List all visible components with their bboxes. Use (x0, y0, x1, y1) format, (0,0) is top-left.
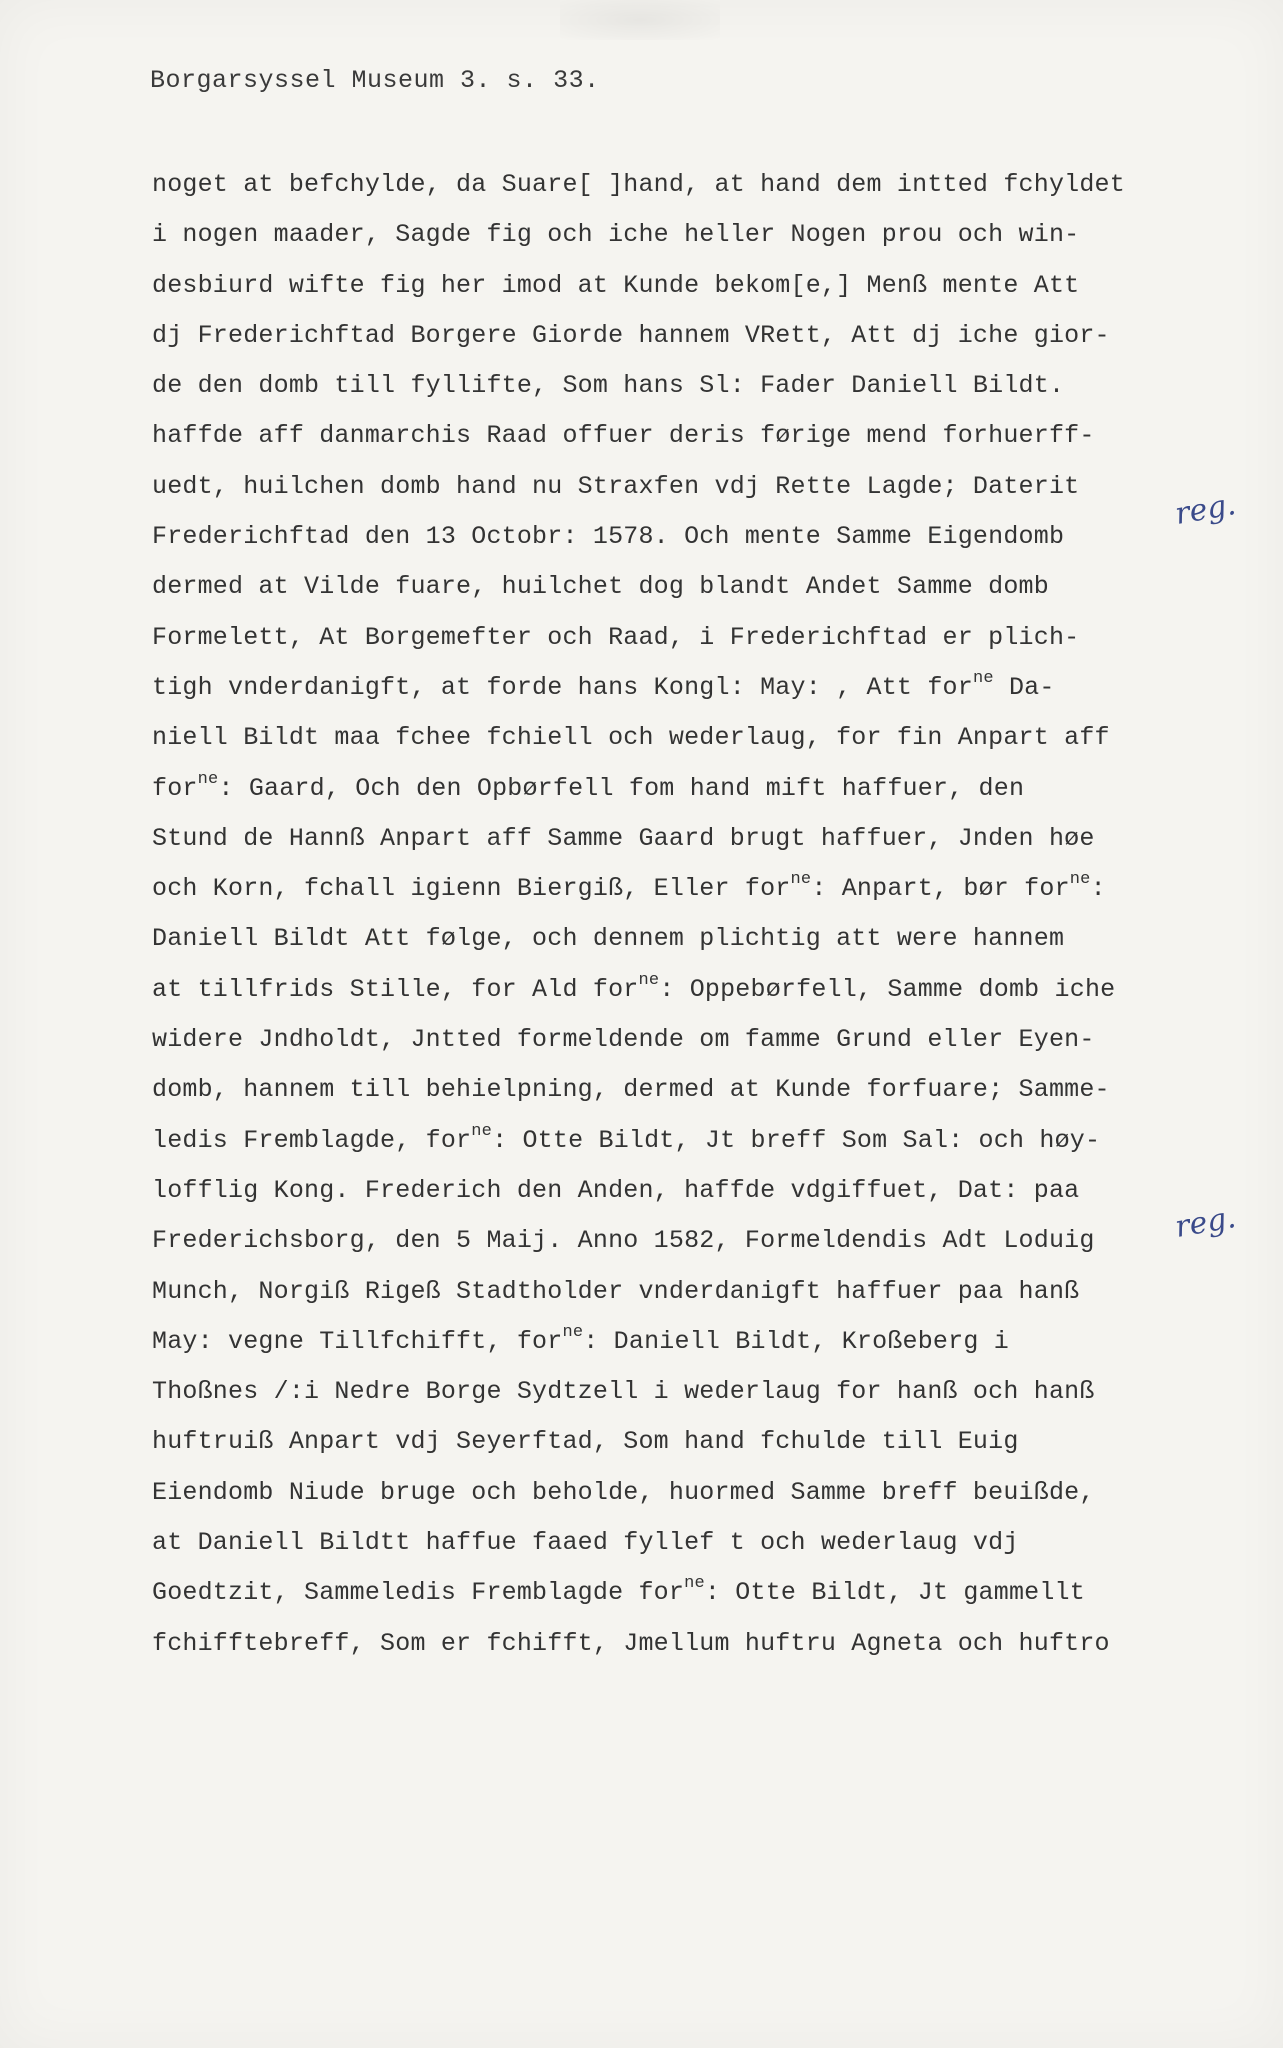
line-segment: at Daniell Bildtt haffue faaed fyllef t och wederlaug vdj (152, 1528, 1019, 1558)
margin-note-reg-1: reg. (1172, 486, 1239, 533)
text-line (152, 1468, 1152, 1518)
text-line (152, 1317, 1152, 1367)
superscript-abbrev: ne (1069, 870, 1091, 890)
line-segment: : Otte Bildt, Jt gammellt (704, 1578, 1085, 1608)
line-segment: i nogen maader, Sagde fig och iche heller Nogen prou och win- (152, 220, 1080, 250)
line-segment: May: vegne Tillfchifft, for (152, 1326, 563, 1356)
text-line (152, 1116, 1152, 1166)
text-line (152, 1568, 1152, 1618)
text-line (152, 663, 1152, 713)
text-line (152, 411, 1152, 461)
text-line (152, 713, 1152, 763)
line-segment: noget at befchylde, da Suare[ ]hand, at hand dem intted fchyldet (152, 170, 1125, 199)
line-segment: Frederichftad den 13 Octobr: 1578. Och mente Samme Eigendomb (152, 522, 1065, 552)
text-line (152, 1367, 1152, 1417)
text-line (152, 613, 1152, 663)
line-segment: Frederichsborg, den 5 Maij. Anno 1582, Formeldendis Adt Loduig (152, 1226, 1095, 1256)
line-segment: de den domb till fyllifte, Som hans Sl: Fader Daniell Bildt. (152, 371, 1065, 401)
text-line (152, 512, 1152, 562)
line-segment: : (1090, 874, 1106, 904)
line-segment: fchifftebreff, Som er fchifft, Jmellum huftru Agneta och huftro (152, 1628, 1110, 1658)
line-segment: Stund de Hannß Anpart aff Samme Gaard brugt haffuer, Jnden høe (152, 823, 1095, 853)
text-line (152, 1216, 1152, 1266)
line-segment: Da- (993, 672, 1055, 702)
line-segment: : Gaard, Och den Opbørfell fom hand mift haffuer, den (218, 773, 1025, 803)
text-line (152, 462, 1152, 512)
text-line (152, 1015, 1152, 1065)
transcription-body (152, 160, 1152, 1669)
line-segment: Thoßnes /:i Nedre Borge Sydtzell i wederlaug for hanß och hanß (152, 1377, 1095, 1407)
line-segment: och Korn, fchall igienn Biergiß, Eller for (152, 874, 791, 904)
line-segment: uedt, huilchen domb hand nu Straxfen vdj Rette Lagde; Daterit (152, 471, 1080, 501)
line-segment: Eiendomb Niude bruge och beholde, huormed Samme breff beuißde, (152, 1477, 1095, 1507)
text-line (152, 361, 1152, 411)
text-line (152, 764, 1152, 814)
text-line (152, 864, 1152, 914)
line-segment: dermed at Vilde fuare, huilchet dog blandt Andet Samme domb (152, 572, 1049, 602)
text-line (152, 1619, 1152, 1669)
text-line (152, 1417, 1152, 1467)
line-segment: Munch, Norgiß Rigeß Stadtholder vnderdanigft haffuer paa hanß (152, 1276, 1080, 1306)
line-segment: domb, hannem till behielpning, dermed at Kunde forfuare; Samme- (152, 1075, 1110, 1105)
text-line (152, 1267, 1152, 1317)
line-segment: widere Jndholdt, Jntted formeldende om famme Grund eller Eyen- (152, 1025, 1095, 1055)
line-segment: : Oppebørfell, Samme domb iche (659, 974, 1116, 1004)
superscript-abbrev: ne (562, 1322, 584, 1342)
line-segment: Daniell Bildt Att følge, och dennem plichtig att were hannem (152, 924, 1065, 954)
text-line (152, 1166, 1152, 1216)
text-line (152, 814, 1152, 864)
text-line (152, 1518, 1152, 1568)
line-segment: huftruiß Anpart vdj Seyerftad, Som hand fchulde till Euig (152, 1427, 1019, 1457)
paper-smudge (560, 0, 720, 40)
line-segment: : Otte Bildt, Jt breff Som Sal: och høy- (492, 1125, 1101, 1155)
archive-reference-header: Borgarsyssel Museum 3. s. 33. (150, 66, 600, 95)
line-segment: desbiurd wifte fig her imod at Kunde bekom[e,] Menß mente Att (152, 270, 1080, 300)
text-line (152, 210, 1152, 260)
superscript-abbrev: ne (638, 970, 660, 990)
line-segment: dj Frederichftad Borgere Giorde hannem VRett, Att dj iche gior- (152, 320, 1110, 350)
superscript-abbrev: ne (790, 870, 812, 890)
text-line (152, 160, 1152, 210)
line-segment: haffde aff danmarchis Raad offuer deris førige mend forhuerff- (152, 421, 1095, 451)
text-line (152, 261, 1152, 311)
text-line (152, 965, 1152, 1015)
line-segment: tigh vnderdanigft, at forde hans Kongl: May: , Att for (152, 672, 973, 702)
line-segment: for (152, 773, 198, 803)
line-segment: : Anpart, bør for (811, 874, 1070, 904)
text-line (152, 311, 1152, 361)
line-segment: at tillfrids Stille, for Ald for (152, 974, 639, 1004)
superscript-abbrev: ne (684, 1574, 705, 1594)
margin-note-reg-2: reg. (1172, 1199, 1239, 1246)
line-segment: Goedtzit, Sammeledis Fremblagde for (152, 1578, 685, 1608)
text-line (152, 1065, 1152, 1115)
superscript-abbrev: ne (197, 769, 219, 789)
line-segment: lofflig Kong. Frederich den Anden, haffde vdgiffuet, Dat: paa (152, 1175, 1080, 1205)
line-segment: Formelett, At Borgemefter och Raad, i Frederichftad er plich- (152, 622, 1080, 652)
superscript-abbrev: ne (972, 668, 994, 688)
line-segment: : Daniell Bildt, Kroßeberg i (583, 1326, 1009, 1356)
superscript-abbrev: ne (471, 1121, 493, 1141)
line-segment: niell Bildt maa fchee fchiell och wederlaug, for fin Anpart aff (152, 723, 1110, 753)
text-line (152, 562, 1152, 612)
line-segment: ledis Fremblagde, for (152, 1125, 472, 1155)
text-line (152, 914, 1152, 964)
